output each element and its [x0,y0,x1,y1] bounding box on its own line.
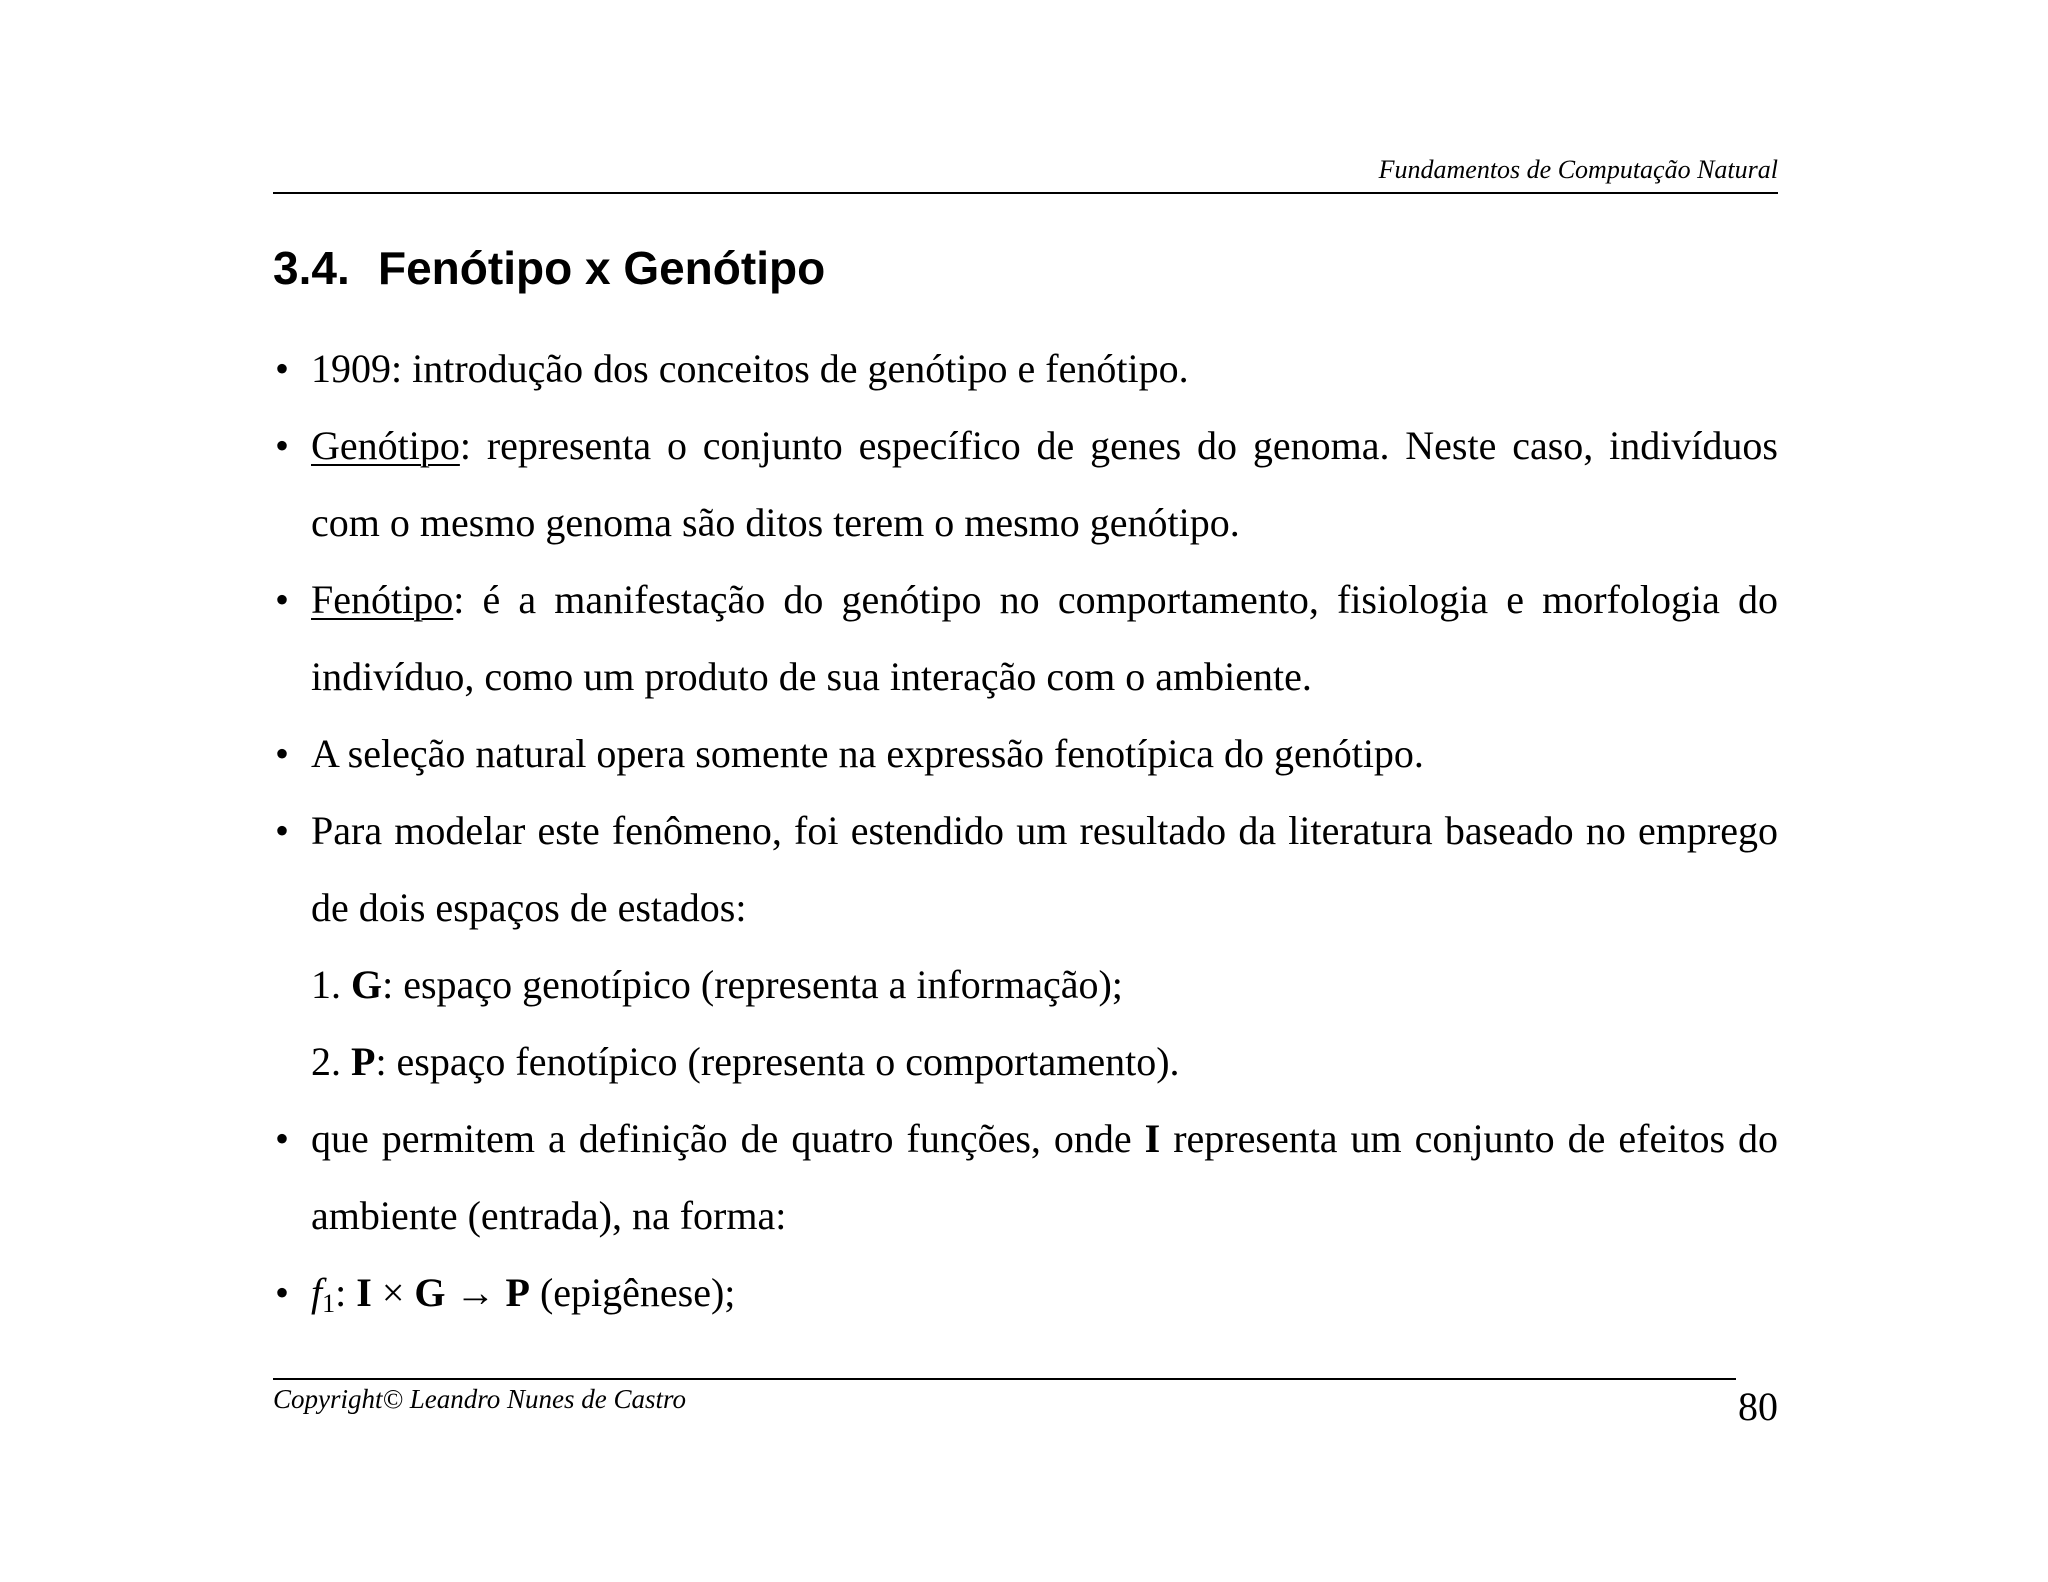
function-description: (epigênese); [529,1270,736,1315]
item-number: 2. [311,1039,351,1084]
bullet-icon: • [275,346,290,391]
bullet-icon: • [275,1116,290,1161]
footer-rule [273,1378,1736,1380]
term-genotipo: Genótipo [311,423,460,468]
running-header: Fundamentos de Computação Natural [1378,155,1778,184]
bullet-item-funcoes [273,1100,1778,1254]
item-text: : espaço fenotípico (representa o comportamento). [375,1039,1180,1084]
section-title [273,238,825,298]
page-number: 80 [1738,1384,1778,1429]
numbered-item-g [273,946,1778,1023]
bullet-icon: • [275,808,290,853]
function-colon: : [335,1270,357,1315]
header-rule [273,192,1778,194]
symbol-i: I [1144,1116,1161,1161]
times-symbol: × [371,1270,415,1315]
arrow-icon: → [445,1270,506,1315]
function-f: f [311,1270,323,1315]
item-text: A seleção natural opera somente na expressão fenotípica do genótipo. [311,731,1424,776]
item-text: Para modelar este fenômeno, foi estendido um resultado da literatura baseado no emprego de dois espaços de estados: [311,808,1778,930]
symbol-g: G [351,962,383,1007]
bullet-item-f1-epigenese [273,1254,1778,1331]
symbol-i: I [356,1270,372,1315]
item-text: 1909: introdução dos conceitos de genótipo e fenótipo. [311,346,1189,391]
term-separator: : [459,423,471,468]
bullet-item-selecao-natural [273,715,1778,792]
bullet-item-modelar [273,792,1778,946]
bullet-icon: • [275,731,290,776]
item-text: : espaço genotípico (representa a informação); [382,962,1123,1007]
symbol-g: G [414,1270,446,1315]
function-subscript: 1 [322,1289,336,1318]
item-text: representa o conjunto específico de genes do genoma. Neste caso, indivíduos com o mesmo genoma são ditos terem o mesmo genótipo. [311,423,1778,545]
bullet-item-fenotipo [273,561,1778,715]
bullet-item-1909 [273,330,1778,407]
bullet-icon: • [275,1270,290,1315]
bullet-item-genotipo [273,407,1778,561]
bullet-icon: • [275,423,290,468]
symbol-p: P [505,1270,530,1315]
bullet-icon: • [275,577,290,622]
item-text: que permitem a definição de quatro funções, onde [311,1116,1145,1161]
term-separator: : [453,577,465,622]
section-title-text: Fenótipo x Genótipo [378,242,826,294]
item-number: 1. [311,962,351,1007]
item-text: representa um conjunto de efeitos do ambiente (entrada), na forma: [311,1116,1779,1238]
term-fenotipo: Fenótipo [311,577,454,622]
copyright-notice: Copyright© Leandro Nunes de Castro [273,1384,687,1414]
numbered-item-p [273,1023,1778,1100]
body-text [273,330,1778,1331]
symbol-p: P [351,1039,376,1084]
item-text: é a manifestação do genótipo no comportamento, fisiologia e morfologia do indivíduo, como um produto de sua interação com o ambiente. [311,577,1778,699]
section-number: 3.4. [273,242,350,294]
